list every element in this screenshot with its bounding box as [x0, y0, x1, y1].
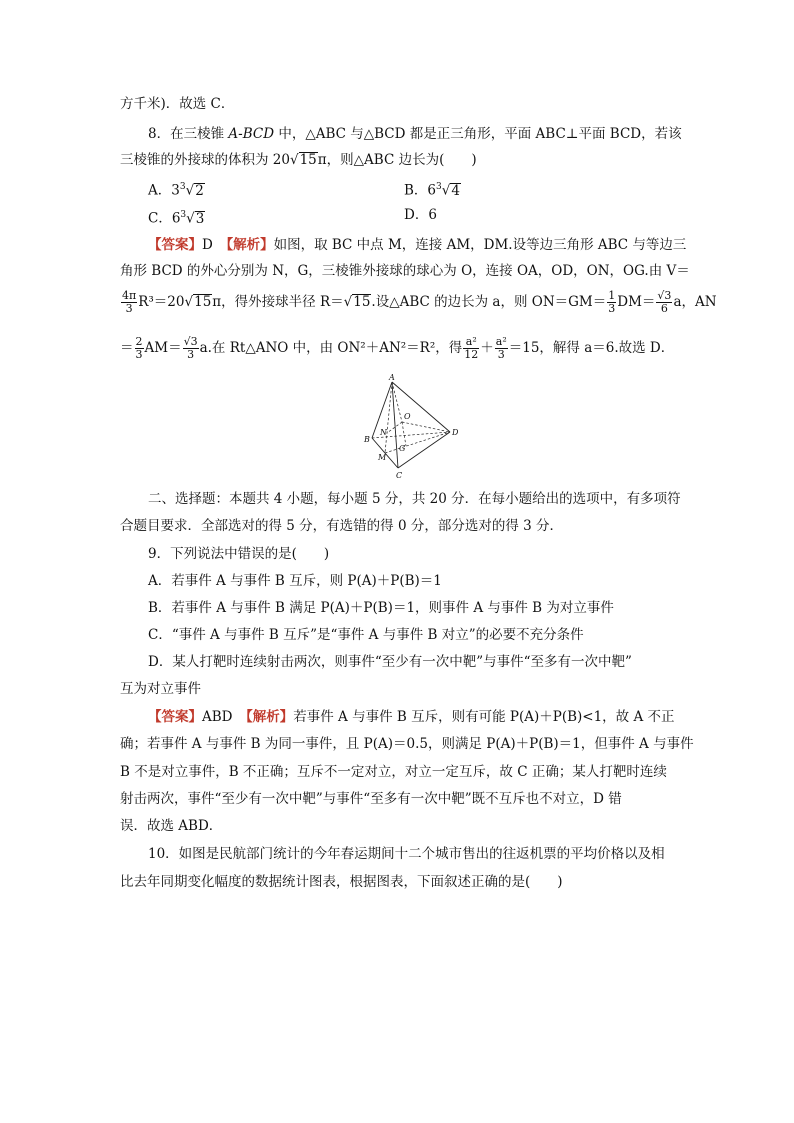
- edge-ac: [392, 382, 398, 468]
- label-a: A: [389, 373, 395, 382]
- q9-stem: 9．下列说法中错误的是( ): [148, 546, 330, 562]
- q9-solution-line-2: 确；若事件 A 与事件 B 为同一事件，且 P(A)＝0.5，则满足 P(A)＋P(B)＝1，但事件 A 与事件: [120, 736, 694, 752]
- segment-og: [402, 422, 406, 446]
- q8-solution-line-3: $\frac{4\pi}{3}$ R³＝20√15π，得外接球半径 R＝√15.设△ABC 的边长为 a，则 ON＝GM＝ $\frac{1}{3}$ DM＝ $\frac{√3}{6}$ a，AN: [122, 289, 717, 315]
- q8-option-a: A．$3^3√2$: [148, 182, 204, 199]
- q9-option-c: C．“事件 A 与事件 B 互斥”是“事件 A 与事件 B 对立”的必要不充分条件: [148, 627, 584, 643]
- q8-solution-line-4: ＝ $\frac{2}{3}$ AM＝ $\frac{√3}{3}$ a.在 Rt△ANO 中，由 ON²＋AN²＝R²，得 $\frac{\text{a²}}{12}$ ＋ $\frac{\text{a²}}{3}$ ＝15，解得 a＝6.故选 D．: [120, 335, 675, 361]
- label-o: O: [404, 412, 411, 421]
- q10-stem-line-1: 10．如图是民航部门统计的今年春运期间十二个城市售出的往返机票的平均价格以及相: [148, 846, 665, 862]
- q9-option-a: A．若事件 A 与事件 B 互斥，则 P(A)＋P(B)＝1: [148, 573, 442, 589]
- q10-stem-line-2: 比去年同期变化幅度的数据统计图表，根据图表，下面叙述正确的是( ): [120, 874, 563, 890]
- label-n: N: [380, 428, 387, 437]
- edge-cd: [398, 432, 450, 468]
- q8-analysis-tag: 【解析】: [226, 237, 274, 253]
- q9-solution-line-1: 【答案】ABD 【解析】若事件 A 与事件 B 互斥，则有可能 P(A)＋P(B)<1，故 A 不正: [148, 709, 675, 725]
- segment-od: [402, 422, 450, 432]
- label-b: B: [364, 435, 370, 444]
- q9-solution-line-4: 射击两次，事件“至少有一次中靶”与事件“至多有一次中靶”既不互斥也不对立，D 错: [120, 791, 622, 807]
- label-d: D: [452, 428, 459, 437]
- previous-answer-line: 方千米)．故选 C．: [120, 96, 235, 112]
- label-g: G: [399, 444, 406, 453]
- q8-answer-tag: 【答案】: [148, 237, 202, 253]
- q8-option-b-index: 3: [436, 182, 442, 192]
- q9-solution-line-5: 误．故选 ABD．: [120, 818, 223, 834]
- q8-stem-line-2: 三棱锥的外接球的体积为 20√15π，则△ABC 边长为( ): [120, 152, 477, 168]
- q8-solution-line-1: 【答案】D 【解析】如图，取 BC 中点 M，连接 AM，DM.设等边三角形 ABC 与等边三: [148, 237, 687, 253]
- edge-ad: [392, 382, 450, 432]
- label-c: C: [396, 471, 403, 480]
- q8-option-d: D．6: [404, 207, 437, 223]
- q8-solution-line-2: 角形 BCD 的外心分别为 N，G，三棱锥外接球的球心为 O，连接 OA，OD，ON，OG.由 V＝: [120, 263, 690, 279]
- segment-dm: [385, 432, 450, 453]
- q9-answer-tag: 【答案】: [148, 709, 202, 725]
- q8-option-c: C．$6^3√3$: [148, 210, 205, 227]
- q9-analysis-tag: 【解析】: [246, 709, 294, 725]
- q8-stem-line-1: 8．在三棱锥 A-BCD 中，△ABC 与△BCD 都是正三角形，平面 ABC⊥平面 BCD，若该: [148, 126, 682, 142]
- q9-option-d-line-1: D．某人打靶时连续射击两次，则事件“至少有一次中靶”与事件“至多有一次中靶”: [148, 654, 632, 670]
- q8-option-c-index: 3: [180, 210, 187, 220]
- q9-option-b: B．若事件 A 与事件 B 满足 P(A)＋P(B)＝1，则事件 A 与事件 B 为对立事件: [148, 600, 614, 616]
- q9-solution-line-3: B 不是对立事件，B 不正确；互斥不一定对立，对立一定互斥，故 C 正确；某人打靶时连续: [120, 764, 667, 780]
- q9-option-d-line-2: 互为对立事件: [120, 681, 201, 697]
- section2-line-1: 二、选择题：本题共 4 小题，每小题 5 分，共 20 分．在每小题给出的选项中，有多项符: [148, 491, 681, 507]
- label-m: M: [378, 453, 387, 462]
- tetrahedron-figure: [352, 372, 464, 480]
- q8-option-b: B．$6^3√4$: [404, 182, 460, 199]
- section2-line-2: 合题目要求．全部选对的得 5 分，有选错的得 0 分，部分选对的得 3 分．: [120, 518, 564, 534]
